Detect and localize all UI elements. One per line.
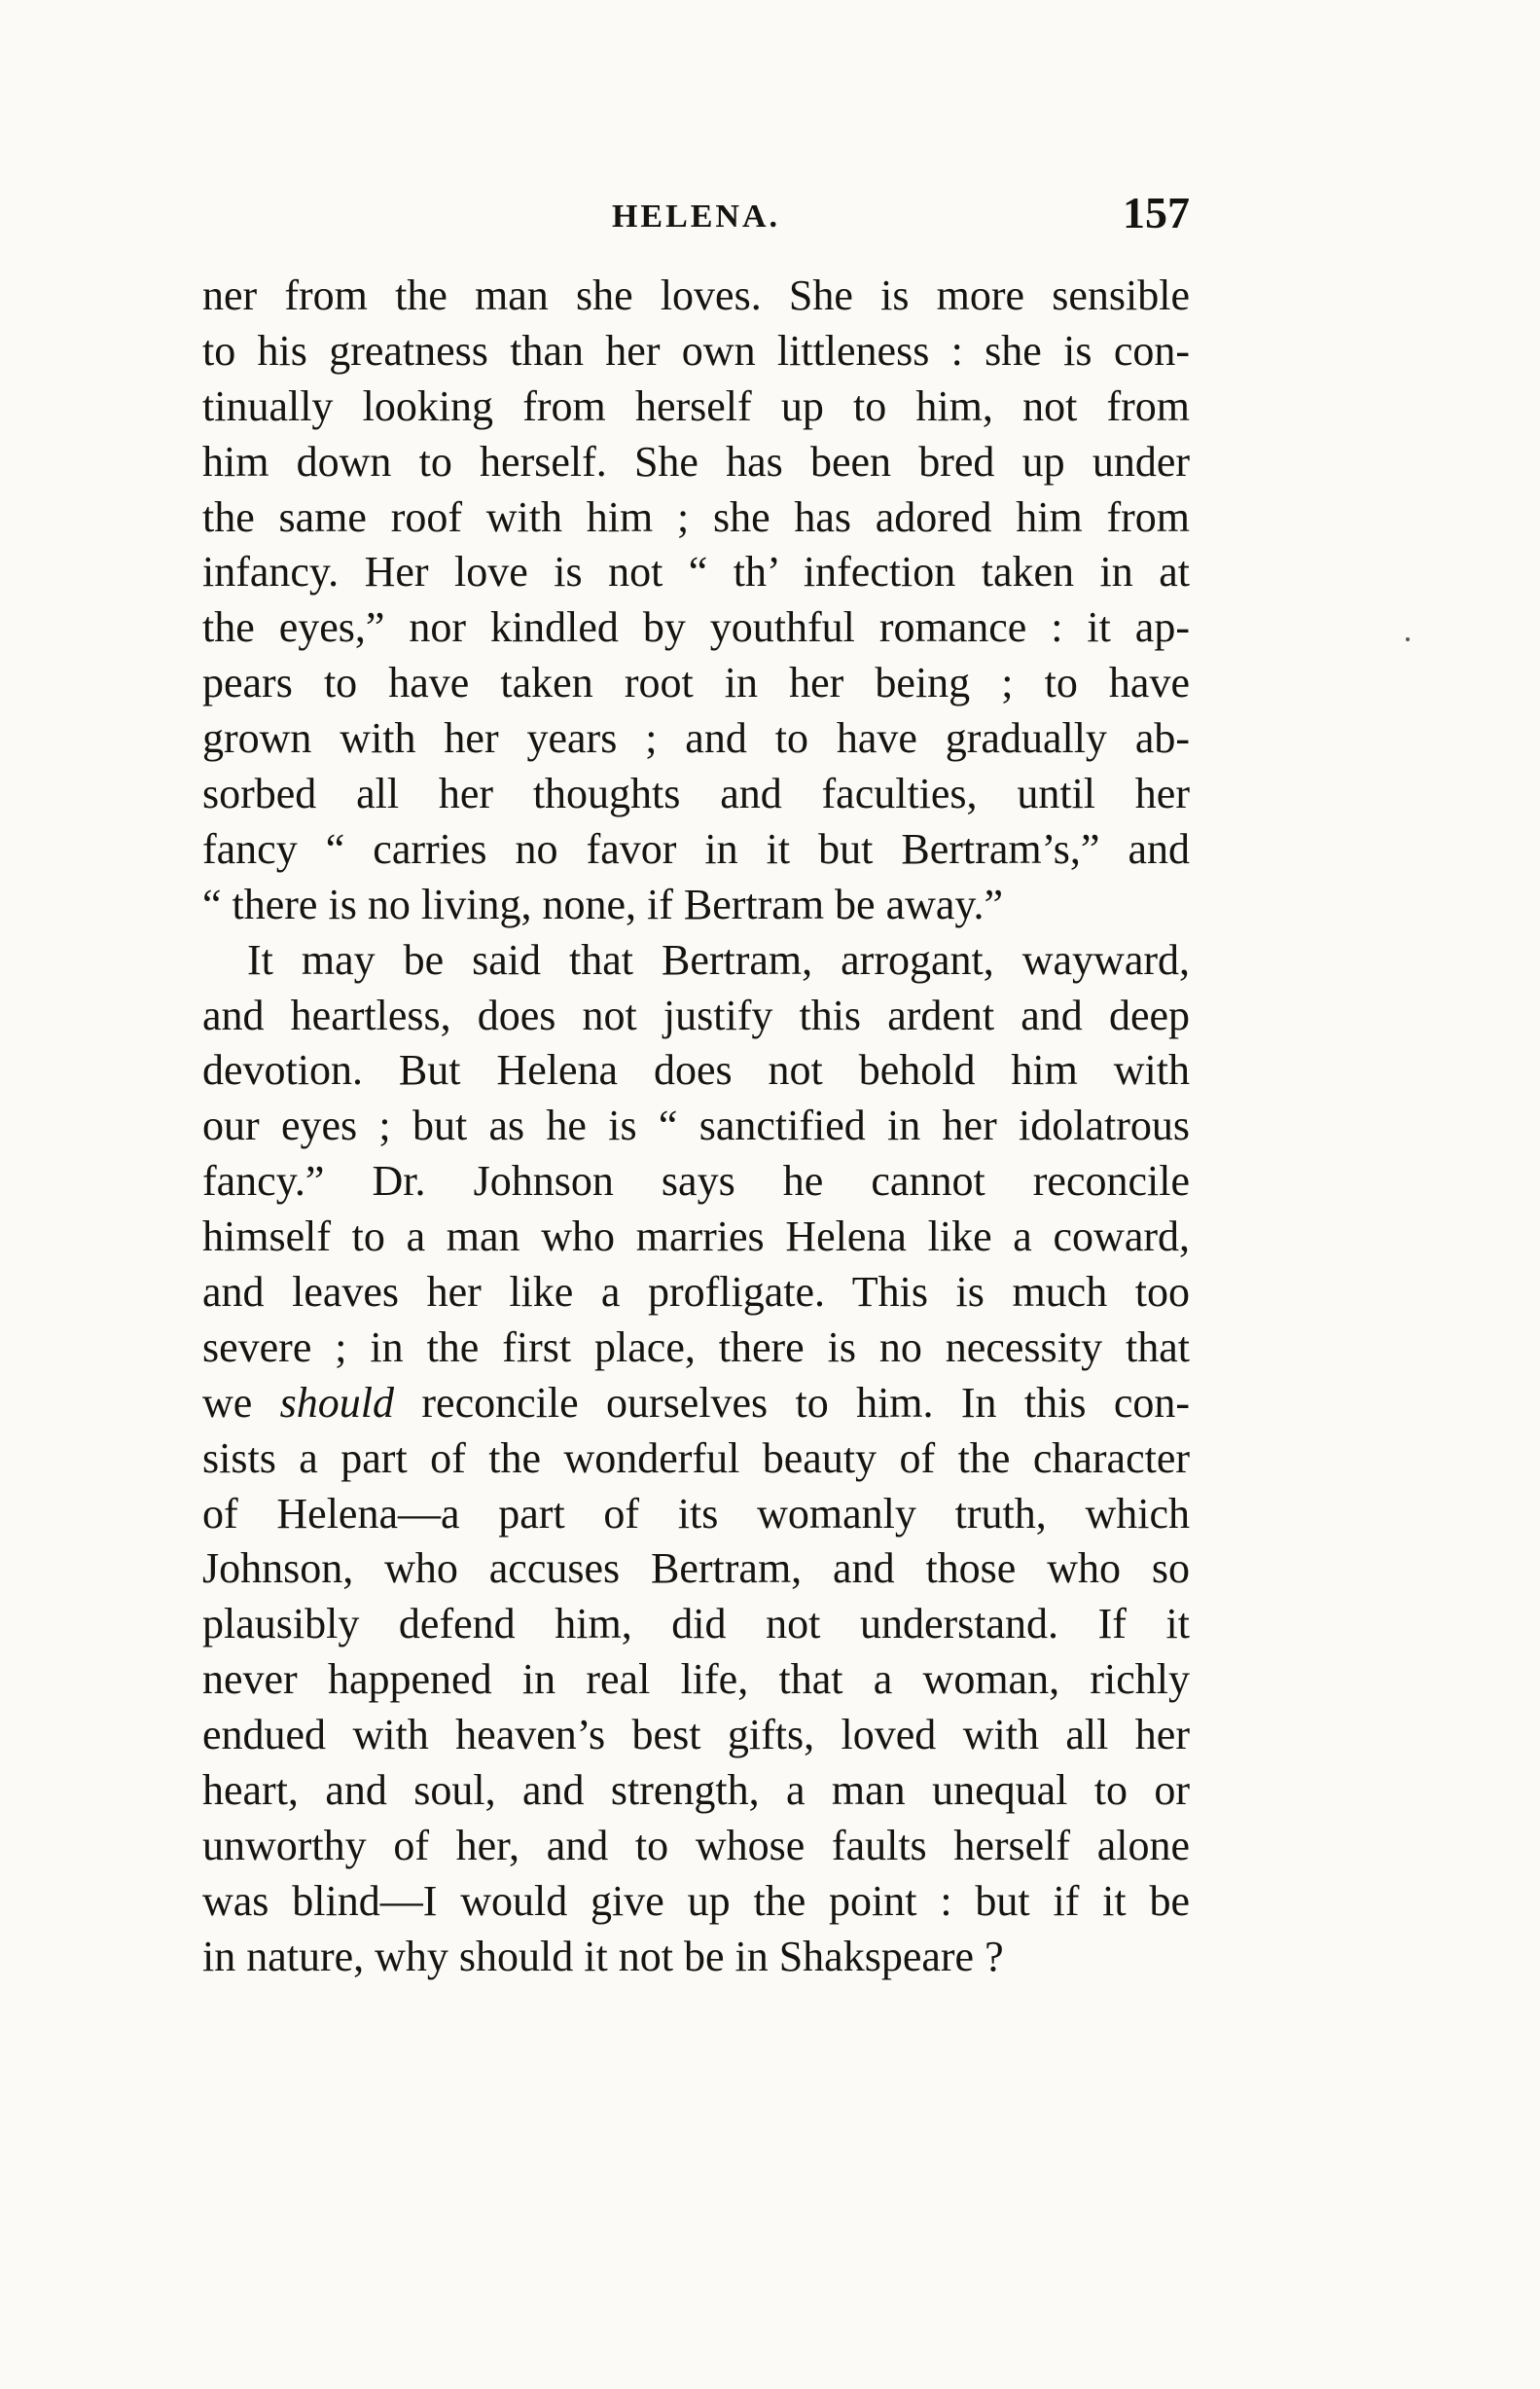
page-number: 157: [1123, 188, 1190, 237]
text-line: him down to herself. She has been bred up under: [202, 437, 1190, 486]
text-line: and leaves her like a profligate. This is much too: [202, 1268, 1190, 1317]
text-line: ner from the man she loves. She is more sensible: [202, 271, 1190, 319]
text-line: himself to a man who marries Helena like a coward,: [202, 1213, 1190, 1261]
text-line: “ there is no living, none, if Bertram be away.”: [202, 880, 1004, 928]
text-line: of Helena—a part of its womanly truth, which: [202, 1489, 1190, 1538]
text-line: severe ; in the first place, there is no necessity that: [202, 1322, 1190, 1371]
text-line: the eyes,” nor kindled by youthful romance : it ap-: [202, 603, 1190, 652]
text-line: It may be said that Bertram, arrogant, wayward,: [247, 935, 1190, 984]
text-line: was blind—I would give up the point : but if it be: [202, 1876, 1190, 1925]
text-line: infancy. Her love is not “ th’ infection taken in at: [202, 548, 1190, 597]
text-line: grown with her years ; and to have gradually ab-: [202, 714, 1190, 763]
text-line: pears to have taken root in her being ; to have: [202, 659, 1190, 707]
text-line: and heartless, does not justify this ardent and deep: [202, 991, 1190, 1039]
text-line: plausibly defend him, did not understand. If it: [202, 1600, 1190, 1648]
print-speck: [1406, 637, 1410, 641]
text-line: never happened in real life, that a woman, richly: [202, 1655, 1190, 1704]
text-line: unworthy of her, and to whose faults herself alone: [202, 1821, 1190, 1869]
text-line: devotion. But Helena does not behold him with: [202, 1046, 1190, 1095]
running-title: HELENA.: [611, 199, 781, 235]
emphasis: should: [279, 1378, 395, 1427]
text-line: endued with heaven’s best gifts, loved with all her: [202, 1711, 1190, 1759]
text-line: our eyes ; but as he is “ sanctified in her idolatrous: [202, 1102, 1190, 1150]
text-line: Johnson, who accuses Bertram, and those who so: [202, 1544, 1190, 1593]
text-line: to his greatness than her own littleness : she is con-: [202, 326, 1190, 375]
running-head: [202, 190, 1190, 244]
text-line: tinually looking from herself up to him, not from: [202, 381, 1190, 430]
text-line: the same roof with him ; she has adored him from: [202, 492, 1190, 541]
text-line: sorbed all her thoughts and faculties, until her: [202, 770, 1190, 818]
text-line: fancy.” Dr. Johnson says he cannot reconcile: [202, 1157, 1190, 1206]
text-line: we should reconcile ourselves to him. In this con-: [202, 1378, 1190, 1427]
text-line: in nature, why should it not be in Shakspeare ?: [202, 1932, 1004, 1980]
text-line: fancy “ carries no favor in it but Bertram’s,” and: [202, 824, 1190, 873]
body-text: [202, 269, 1190, 1985]
text-line: sists a part of the wonderful beauty of the character: [202, 1433, 1190, 1482]
text-line: heart, and soul, and strength, a man unequal to or: [202, 1766, 1190, 1815]
